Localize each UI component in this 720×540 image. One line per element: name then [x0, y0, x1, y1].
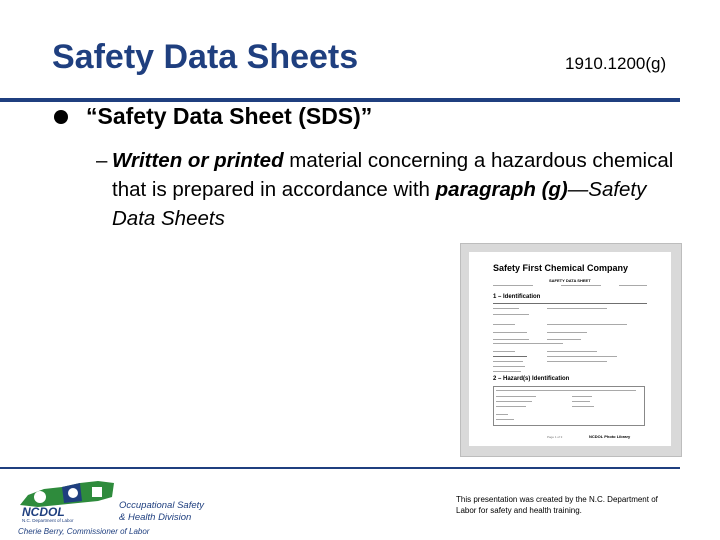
bullet-dot-icon [54, 110, 68, 124]
sds-hazard-table [493, 386, 645, 426]
presentation-credit: This presentation was created by the N.C. Department of Labor for safety and health training. [456, 495, 658, 515]
sds-document [469, 252, 671, 446]
agency-line-2: & Health Division [119, 512, 192, 523]
logo-wordmark: NCDOL [22, 505, 65, 519]
sds-company-name: Safety First Chemical Company [493, 263, 629, 273]
agency-name [119, 500, 204, 524]
bullet-text: “Safety Data Sheet (SDS)” [86, 103, 373, 129]
text-segment-1: material concerning a hazardous chemical that is prepared in accordance with [112, 149, 674, 201]
sds-photo-credit: NCDOL Photo Library [589, 434, 631, 439]
ncdol-logo-icon [18, 475, 118, 523]
emphasis-sds: Safety Data Sheets [112, 178, 647, 230]
commissioner-credit: Cherie Berry, Commissioner of Labor [18, 527, 150, 536]
dash-icon: – [96, 149, 108, 172]
standard-reference: 1910.1200(g) [565, 54, 667, 73]
sds-sheet-title: SAFETY DATA SHEET [549, 278, 591, 283]
footer-divider [0, 467, 680, 469]
em-dash: — [567, 178, 589, 201]
sds-page-number: Page 1 of 3 [547, 435, 563, 439]
sds-section-identification: 1 – Identification [493, 294, 541, 300]
logo-subtext: N.C. Department of Labor [22, 518, 74, 523]
agency-line-1: Occupational Safety [119, 500, 205, 511]
sds-section-hazards: 2 – Hazard(s) Identification [493, 376, 570, 382]
sub-bullet-text [112, 146, 676, 233]
emphasis-paragraph-g: paragraph (g) [435, 178, 568, 201]
title-divider [0, 98, 680, 102]
bullet-item [54, 103, 372, 130]
sub-bullet [96, 146, 676, 233]
emphasis-written-printed: Written or printed [112, 149, 284, 172]
page-title: Safety Data Sheets [52, 38, 359, 76]
sds-photo [460, 243, 682, 457]
